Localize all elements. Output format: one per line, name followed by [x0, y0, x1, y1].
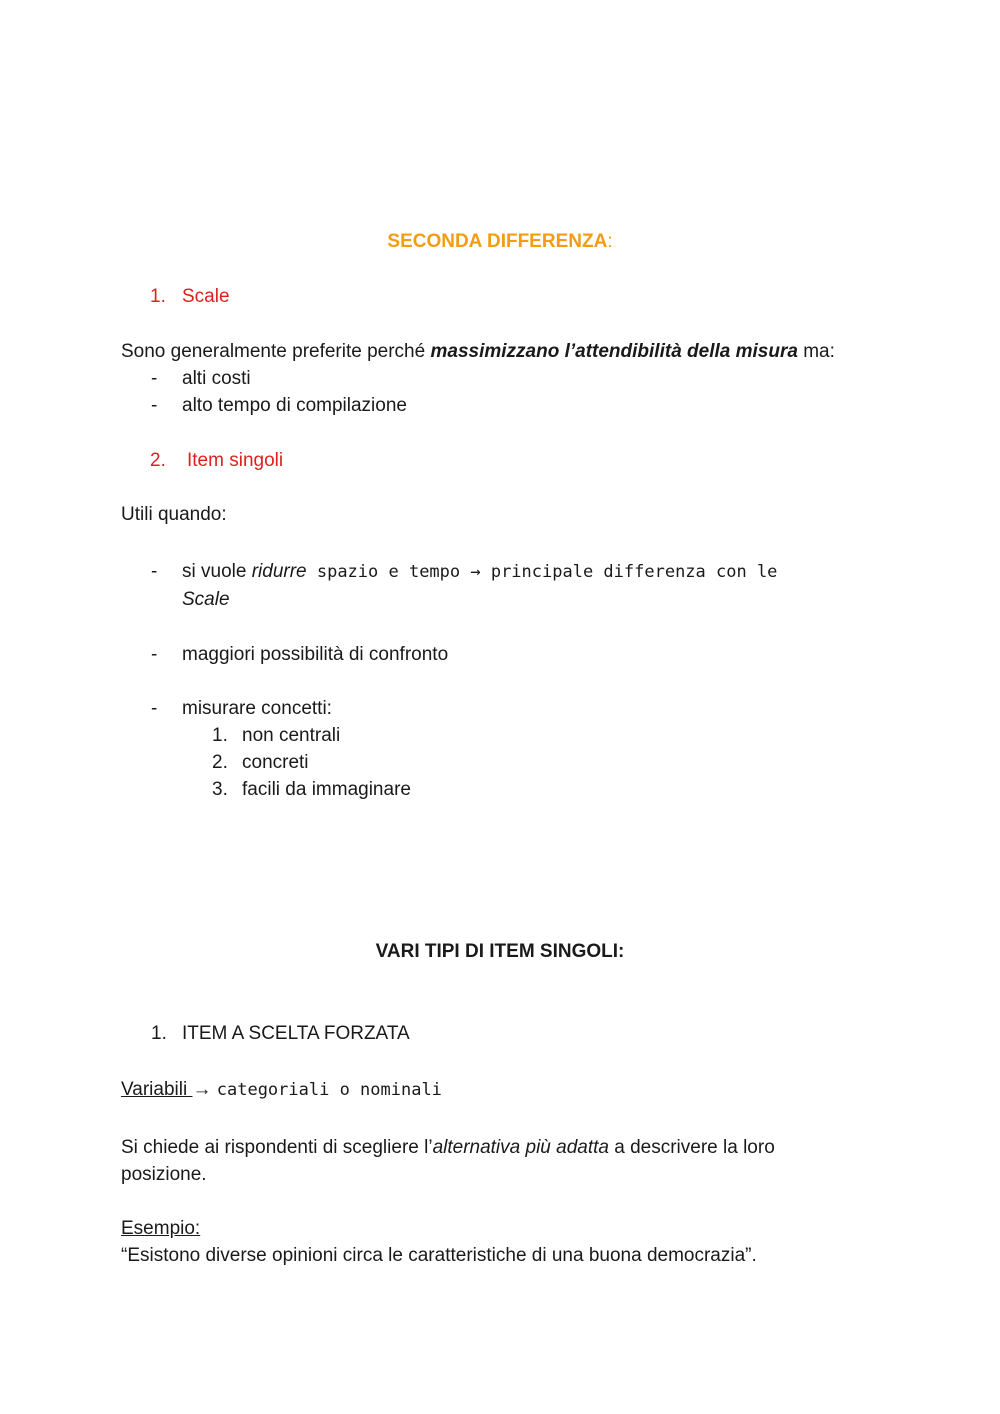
list-number-item-singoli: 2. — [150, 450, 166, 471]
variabili-line — [121, 1080, 442, 1099]
sub-number-1: 1. — [212, 725, 228, 746]
sub-item-3: facili da immaginare — [242, 779, 411, 800]
point1-mono: spazio e tempo → principale differenza con le — [306, 562, 778, 582]
heading-text: SECONDA DIFFERENZA — [387, 231, 608, 252]
point1-italic: ridurre — [251, 561, 307, 582]
bullet-dash: - — [151, 561, 158, 582]
esempio-label: Esempio: — [121, 1218, 201, 1239]
intro-emphasis: massimizzano l’attendibilità della misura — [430, 341, 798, 362]
desc-before: Si chiede ai rispondenti di scegliere l’ — [121, 1137, 433, 1158]
bullet-dash: - — [151, 395, 158, 416]
section-heading-seconda-differenza — [0, 232, 1000, 251]
sub-number-3: 3. — [212, 779, 228, 800]
list-number-forced: 1. — [151, 1023, 167, 1044]
bullet-dash: - — [151, 644, 158, 665]
list-label-item-singoli: Item singoli — [187, 450, 284, 471]
variabili-value: categoriali o nominali — [216, 1080, 442, 1100]
section-heading-vari-tipi: VARI TIPI DI ITEM SINGOLI: — [375, 941, 625, 962]
sub-item-2: concreti — [242, 752, 309, 773]
utili-point-2: maggiori possibilità di confronto — [182, 644, 449, 665]
scale-point-1: alti costi — [182, 368, 251, 389]
bullet-dash: - — [151, 698, 158, 719]
bullet-dash: - — [151, 368, 158, 389]
sub-item-1: non centrali — [242, 725, 341, 746]
intro-after: ma: — [797, 341, 835, 362]
heading-colon: : — [607, 231, 613, 252]
utili-label: Utili quando: — [121, 504, 227, 525]
point1-before: si vuole — [182, 561, 252, 582]
list-label-scale: Scale — [182, 286, 230, 307]
sub-number-2: 2. — [212, 752, 228, 773]
list-label-forced: ITEM A SCELTA FORZATA — [182, 1023, 410, 1044]
utili-point-1 — [182, 562, 777, 581]
intro-before: Sono generalmente preferite perché — [121, 341, 431, 362]
esempio-text: “Esistono diverse opinioni circa le caratteristiche di una buona democrazia”. — [121, 1245, 757, 1266]
desc-after: a descrivere la loro — [608, 1137, 775, 1158]
list-number-scale: 1. — [150, 286, 166, 307]
scale-point-2: alto tempo di compilazione — [182, 395, 407, 416]
utili-point-3: misurare concetti: — [182, 698, 332, 719]
arrow-glyph: → — [192, 1079, 217, 1100]
desc-italic: alternativa più adatta — [432, 1137, 609, 1158]
utili-point-1-line2: Scale — [182, 589, 230, 610]
variabili-label: Variabili — [121, 1079, 193, 1100]
scale-intro-paragraph — [121, 342, 835, 361]
description-line2: posizione. — [121, 1164, 207, 1185]
description-line1 — [121, 1138, 775, 1157]
